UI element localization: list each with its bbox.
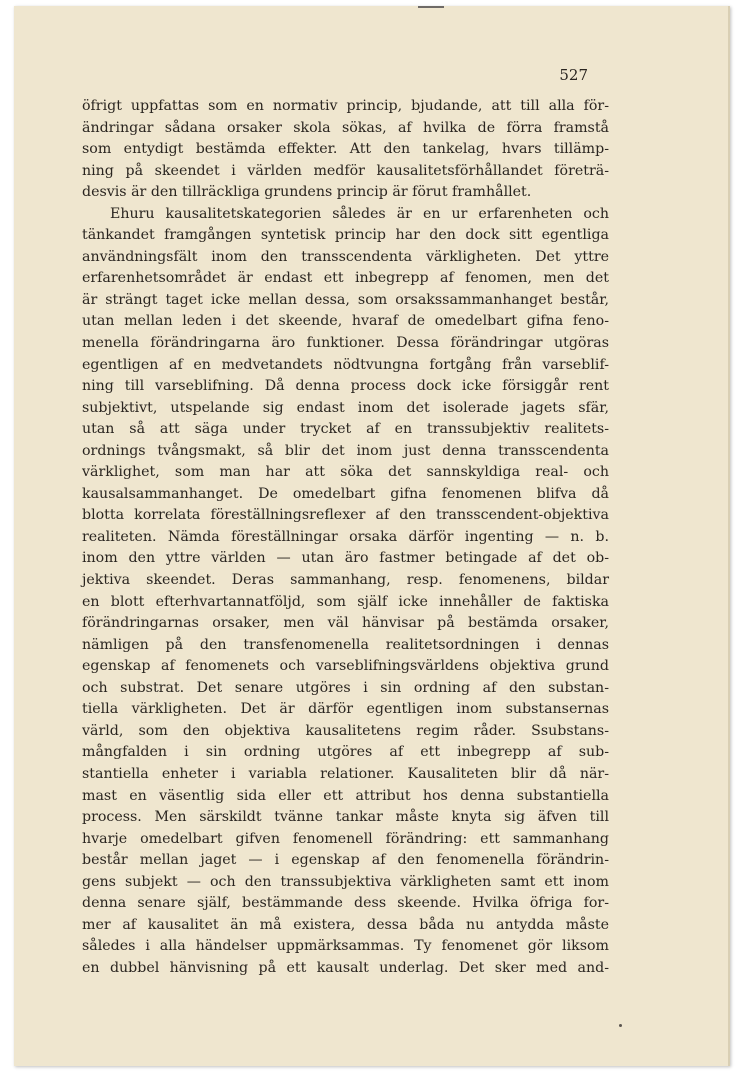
text-line: egentligen af en medvetandets nödtvungna fortgång från varseblif-: [82, 356, 609, 373]
text-line: en blott efterhvartannatföljd, som själf icke innehåller de faktiska: [82, 593, 609, 610]
text-line: förändringarnas orsaker, men väl hänvisar på bestämda orsaker,: [82, 615, 609, 632]
text-line: jektiva skeendet. Deras sammanhang, resp. fenomenens, bildar: [82, 572, 609, 589]
text-line: värklighet, som man har att söka det sannskyldiga real- och: [82, 464, 609, 481]
text-line: gens subjekt — och den transsubjektiva värkligheten samt ett inom: [82, 873, 609, 890]
text-line: och substrat. Det senare utgöres i sin ordning af den substan-: [82, 679, 609, 696]
text-line: Ehuru kausalitetskategorien således är en ur erfarenheten och: [110, 205, 609, 222]
text-line: ändringar sådana orsaker skola sökas, af hvilka de förra framstå: [82, 119, 609, 136]
text-line: denna senare själf, bestämmande dess skeende. Hvilka öfriga for-: [82, 895, 609, 912]
text-line: inom den yttre världen — utan äro fastmer betingade af det ob-: [82, 550, 609, 567]
text-line: tiella värkligheten. Det är därför egentligen inom substansernas: [82, 701, 609, 718]
text-line: kausalsammanhanget. De omedelbart gifna fenomenen blifva då: [82, 485, 609, 502]
page-number: 527: [559, 66, 588, 84]
text-line: realiteten. Nämda föreställningar orsaka därför ingenting — n. b.: [82, 528, 609, 545]
text-line: egenskap af fenomenets och varseblifningsvärldens objektiva grund: [82, 658, 609, 675]
text-line: stantiella enheter i variabla relationer. Kausaliteten blir då när-: [82, 765, 609, 782]
text-line: mast en väsentlig sida eller ett attribut hos denna substantiella: [82, 787, 609, 804]
text-line: består mellan jaget — i egenskap af den fenomenella förändrin-: [82, 852, 609, 869]
text-line: tänkandet framgången syntetisk princip har den dock sitt egentliga: [82, 227, 609, 244]
text-line: blotta korrelata föreställningsreflexer af den transscendent-objektiva: [82, 507, 609, 524]
text-line: ordnings tvångsmakt, så blir det inom just denna transscendenta: [82, 442, 609, 459]
book-page: [14, 6, 730, 1066]
text-line: subjektivt, utspelande sig endast inom det isolerade jagets sfär,: [82, 399, 609, 416]
body-text: [82, 96, 609, 979]
text-line: hvarje omedelbart gifven fenomenell förändring: ett sammanhang: [82, 830, 609, 847]
text-line: ning på skeendet i världen medför kausalitetsförhållandet företrä-: [82, 162, 609, 179]
scan-edge-mark: [418, 6, 444, 8]
text-line: öfrigt uppfattas som en normativ princip, bjudande, att till alla för-: [82, 98, 609, 114]
text-line: som entydigt bestämda effekter. Att den tankelag, hvars tillämp-: [82, 141, 609, 158]
text-line: process. Men särskildt tvänne tankar måste knyta sig äfven till: [82, 809, 609, 826]
text-line: erfarenhetsområdet är endast ett inbegrepp af fenomen, men det: [82, 270, 609, 287]
text-line: mångfalden i sin ordning utgöres af ett inbegrepp af sub-: [82, 744, 609, 761]
text-line: således i alla händelser uppmärksammas. Ty fenomenet gör liksom: [82, 938, 609, 955]
ink-speck: [619, 1024, 622, 1027]
text-line: nämligen på den transfenomenella realitetsordningen i dennas: [82, 636, 609, 653]
text-line: desvis är den tillräckliga grundens princip är förut framhållet.: [82, 184, 532, 201]
text-line: är strängt taget icke mellan dessa, som orsakssammanhanget består,: [82, 291, 609, 308]
text-line: en dubbel hänvisning på ett kausalt underlag. Det sker med and-: [82, 959, 609, 976]
text-line: värld, som den objektiva kausalitetens regim råder. Ssubstans-: [82, 722, 609, 739]
text-line: utan mellan leden i det skeende, hvaraf de omedelbart gifna feno-: [82, 313, 609, 330]
text-line: användningsfält inom den transscendenta värkligheten. Det yttre: [82, 248, 609, 265]
text-line: utan så att säga under trycket af en transsubjektiv realitets-: [82, 421, 609, 438]
text-line: menella förändringarna äro funktioner. Dessa förändringar utgöras: [82, 335, 609, 352]
text-line: ning till varseblifning. Då denna process dock icke försiggår rent: [82, 378, 609, 395]
text-line: mer af kausalitet än må existera, dessa båda nu antydda måste: [82, 916, 609, 933]
